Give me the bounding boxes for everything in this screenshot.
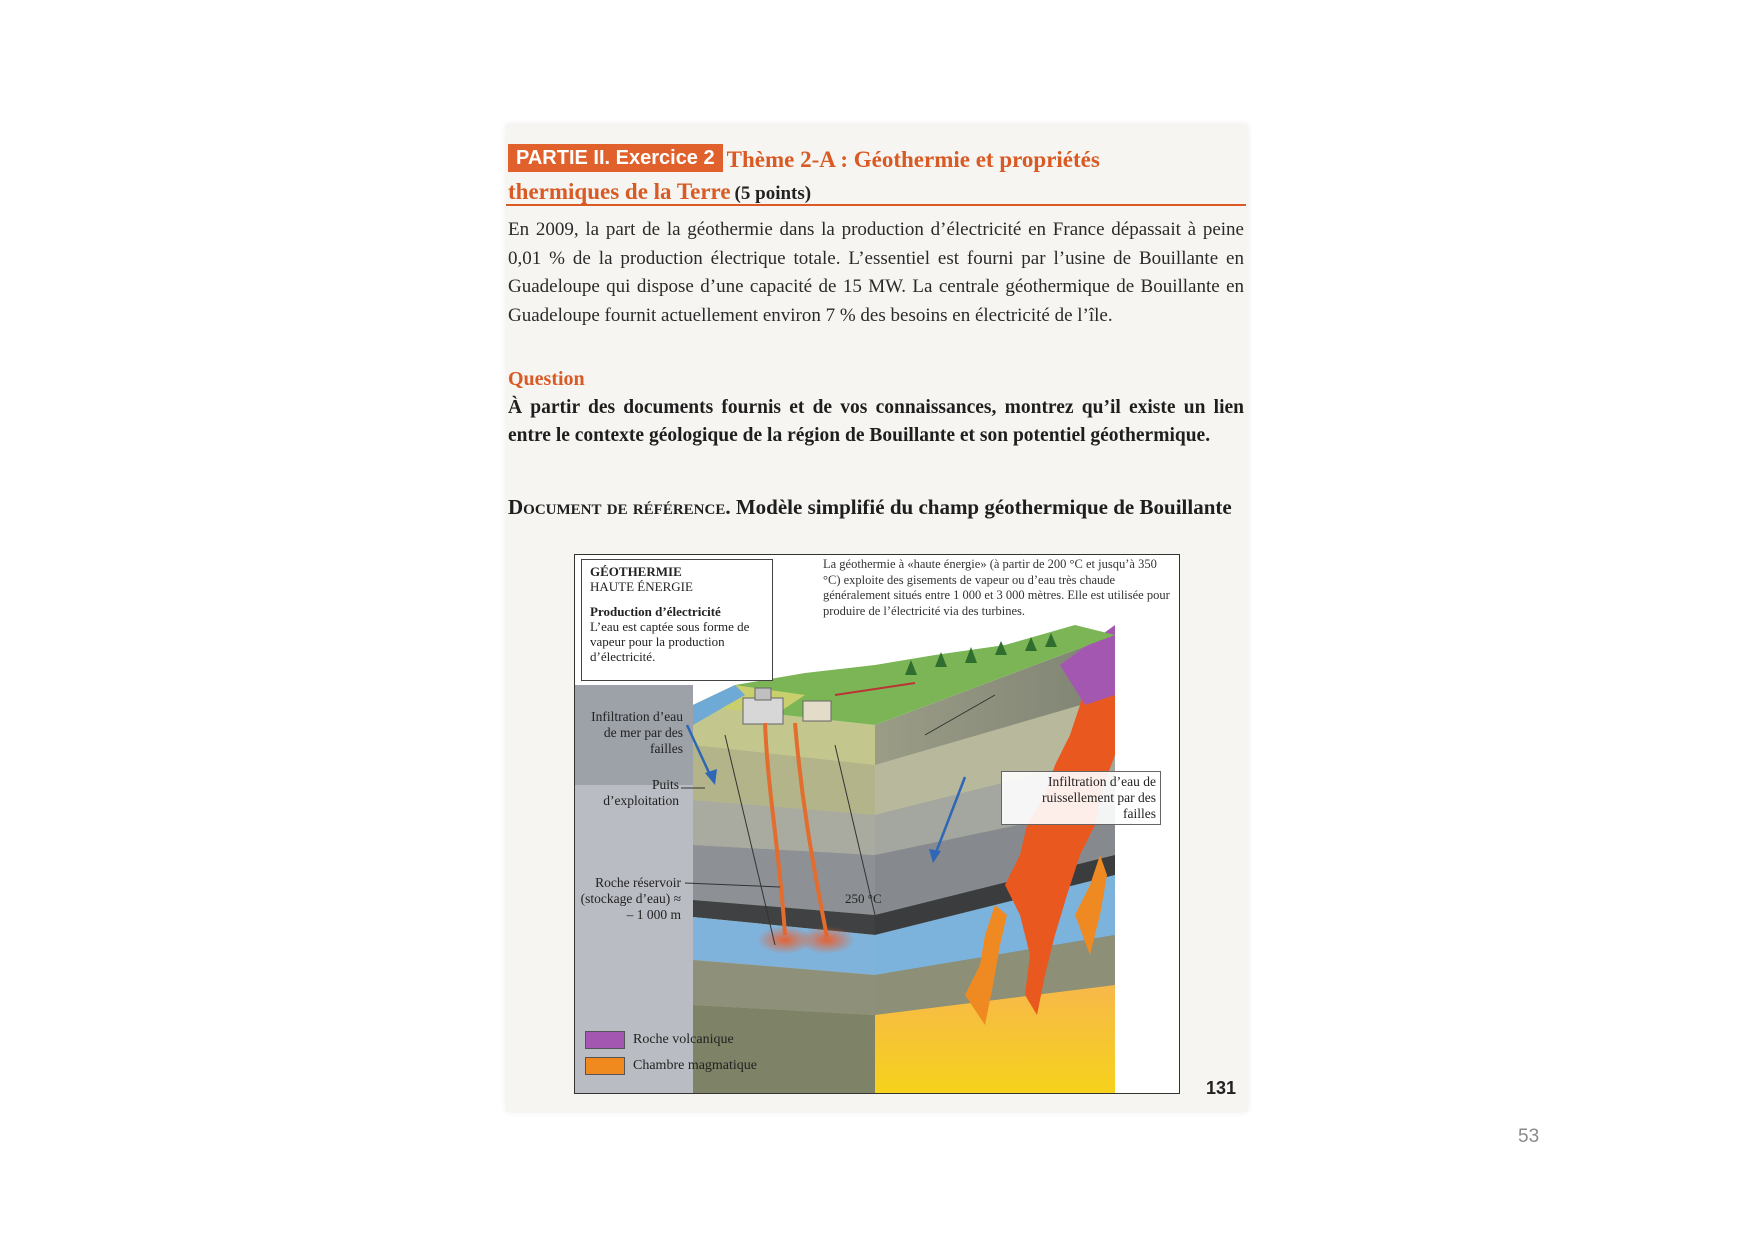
production-text: L’eau est captée sous forme de vapeur pour la production d’électricité. [590,619,750,664]
label-puits: Puits d’exploitation [603,777,679,808]
legend-chambre-magmatique [585,1057,757,1075]
exercise-header [508,144,1240,208]
theme-title-line2: thermiques de la Terre [508,179,731,204]
geothermie-subtitle: HAUTE ÉNERGIE [590,579,693,594]
label-infiltration-ruissellement: Infiltration d’eau de ruissellement par des failles [1001,771,1161,825]
geothermal-figure [574,554,1180,1094]
temperature-label: 250 °C [845,891,882,906]
legend-roche-volcanique [585,1031,734,1049]
theme-title-line1: Thème 2-A : Géothermie et propriétés [726,147,1100,172]
legend-label: Roche volcanique [633,1032,734,1047]
production-heading: Production d’électricité [590,604,721,619]
legend-swatch-orange [585,1057,625,1075]
geothermie-title: GÉOTHERMIE [590,564,682,579]
legend-swatch-purple [585,1031,625,1049]
scanned-page [506,124,1248,1112]
intro-paragraph: En 2009, la part de la géothermie dans la production d’électricité en France dépassait à peine 0,01 % de la production électrique totale. L’essentiel est fourni par l’usine de Bouillante en Guadeloupe qui dispose d’une capacité de 15 MW. La centrale géothermique de Bouillante en Guadeloupe fournit actuellement environ 7 % des besoins en électricité de l’île. [508,219,1244,326]
legend-label: Chambre magmatique [633,1058,758,1073]
label-infiltration-mer: Infiltration d’eau de mer par des failles [591,709,683,756]
document-prefix: Document de référence. [508,495,731,519]
question-text: À partir des documents fournis et de vos connaissances, montrez qu’il existe un lien entre le contexte géologique de la région de Bouillante et son potentiel géothermique. [508,397,1244,446]
geothermie-box [581,559,773,681]
header-rule [506,204,1246,206]
document-title [508,494,1244,521]
exercise-tag: PARTIE II. Exercice 2 [508,144,723,172]
document-title-text: Modèle simplifié du champ géothermique de Bouillante [735,495,1232,519]
label-roche-reservoir: Roche réservoir (stockage d’eau) ≈ – 1 000 m [580,875,681,922]
page-number: 131 [1206,1078,1237,1098]
question-title: Question [508,368,585,390]
points-label: (5 points) [734,183,812,204]
haute-energie-description: La géothermie à «haute énergie» (à partir de 200 °C et jusqu’à 350 °C) exploite des gisements de vapeur ou d’eau très chaude généralement situés entre 1 000 et 3 000 mètres. Elle est utilisée pour produire de l’électricité via des turbines. [823,557,1170,618]
slide-number: 53 [1518,1126,1540,1147]
